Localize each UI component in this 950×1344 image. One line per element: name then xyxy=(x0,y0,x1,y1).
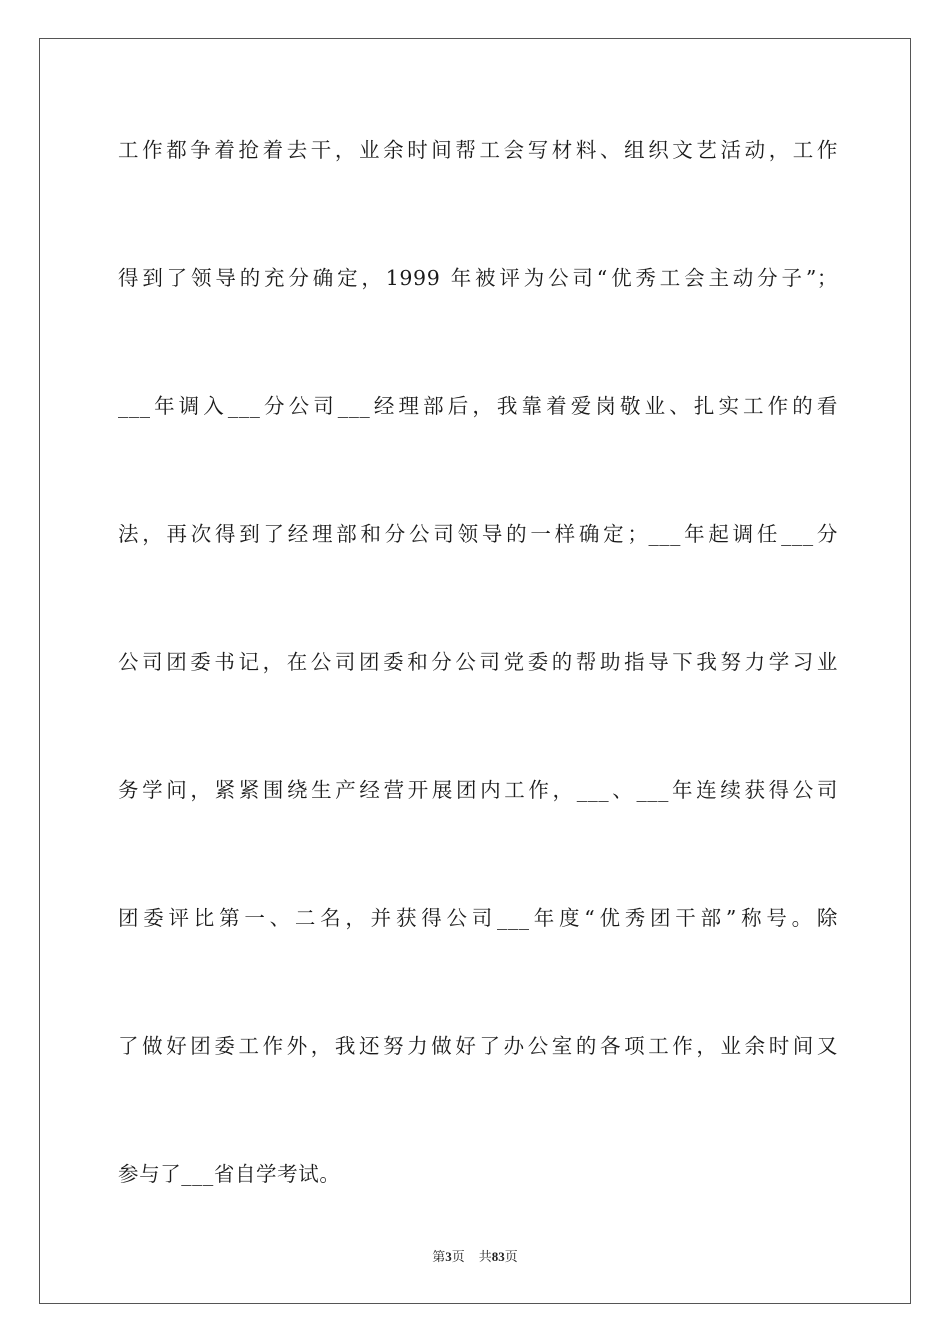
body-line: 务学问，紧紧围绕生产经营开展团内工作，___、___年连续获得公司 xyxy=(118,778,838,802)
page-number: 3 xyxy=(445,1249,452,1264)
body-line: ___年调入___分公司___经理部后，我靠着爱岗敬业、扎实工作的看 xyxy=(118,394,838,418)
total-prefix: 共 xyxy=(478,1250,492,1265)
page-prefix: 第 xyxy=(432,1250,446,1265)
body-line: 参与了___省自学考试。 xyxy=(118,1162,341,1186)
body-line: 得到了领导的充分确定，1999 年被评为公司“优秀工会主动分子”； xyxy=(118,266,838,290)
body-line: 法，再次得到了经理部和分公司领导的一样确定；___年起调任___分 xyxy=(118,522,838,546)
document-body xyxy=(118,128,838,1280)
total-pages: 83 xyxy=(491,1249,505,1264)
body-line: 了做好团委工作外，我还努力做好了办公室的各项工作，业余时间又 xyxy=(118,1034,838,1058)
body-line: 公司团委书记，在公司团委和分公司党委的帮助指导下我努力学习业 xyxy=(118,650,838,674)
page-suffix: 页 xyxy=(451,1250,465,1265)
total-suffix: 页 xyxy=(504,1250,518,1265)
page-footer xyxy=(0,1246,950,1265)
body-line: 工作都争着抢着去干，业余时间帮工会写材料、组织文艺活动，工作 xyxy=(118,138,838,162)
body-line: 团委评比第一、二名，并获得公司___年度“优秀团干部”称号。除 xyxy=(118,906,838,930)
